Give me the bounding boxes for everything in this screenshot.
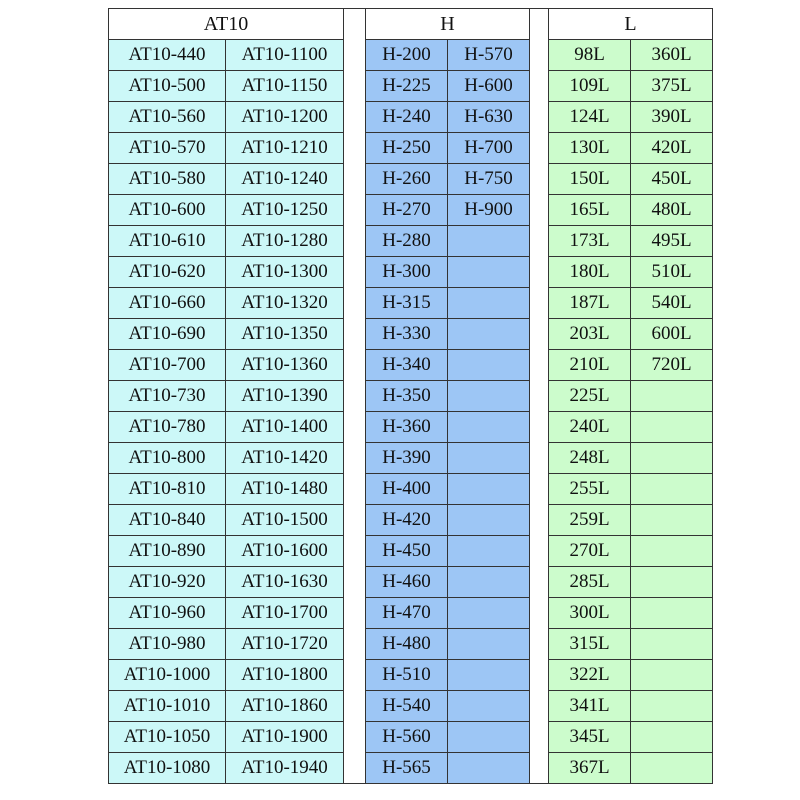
l-table-row: [549, 381, 713, 412]
h-cell: [448, 474, 530, 505]
at10-table-row: [109, 319, 344, 350]
l-body: [549, 40, 713, 784]
l-cell: [631, 660, 713, 691]
l-cell: [631, 629, 713, 660]
l-cell: 375L: [631, 71, 713, 102]
l-table-row: [549, 629, 713, 660]
at10-table-row: [109, 288, 344, 319]
h-cell: H-570: [448, 40, 530, 71]
at10-table-row: [109, 102, 344, 133]
h-cell: [448, 226, 530, 257]
l-cell: 165L: [549, 195, 631, 226]
h-cell: H-750: [448, 164, 530, 195]
l-table-row: [549, 195, 713, 226]
l-cell: 360L: [631, 40, 713, 71]
h-cell: [448, 505, 530, 536]
l-table-row: [549, 536, 713, 567]
h-cell: H-360: [366, 412, 448, 443]
l-table-row: [549, 567, 713, 598]
h-cell: H-280: [366, 226, 448, 257]
l-table-row: [549, 691, 713, 722]
h-table-row: [366, 133, 530, 164]
at10-cell: AT10-1210: [226, 133, 344, 164]
l-table-row: [549, 40, 713, 71]
h-cell: H-510: [366, 660, 448, 691]
l-table-row: [549, 412, 713, 443]
at10-cell: AT10-1500: [226, 505, 344, 536]
at10-table-row: [109, 722, 344, 753]
h-table-row: [366, 350, 530, 381]
l-cell: 225L: [549, 381, 631, 412]
l-cell: 150L: [549, 164, 631, 195]
h-table-row: [366, 474, 530, 505]
h-table-row: [366, 102, 530, 133]
l-cell: [631, 753, 713, 784]
l-cell: 259L: [549, 505, 631, 536]
at10-table-row: [109, 753, 344, 784]
l-cell: 109L: [549, 71, 631, 102]
l-header: L: [549, 9, 713, 40]
at10-cell: AT10-780: [109, 412, 226, 443]
at10-table-row: [109, 381, 344, 412]
at10-cell: AT10-1900: [226, 722, 344, 753]
l-cell: 180L: [549, 257, 631, 288]
h-cell: [448, 753, 530, 784]
l-table-row: [549, 598, 713, 629]
at10-table-row: [109, 226, 344, 257]
at10-cell: AT10-1360: [226, 350, 344, 381]
h-table-row: [366, 40, 530, 71]
h-body: [366, 40, 530, 784]
l-cell: [631, 412, 713, 443]
at10-table-row: [109, 133, 344, 164]
h-table-row: [366, 660, 530, 691]
at10-table-row: [109, 691, 344, 722]
at10-table-row: [109, 629, 344, 660]
at10-table: [108, 8, 344, 784]
h-cell: H-400: [366, 474, 448, 505]
column-gap-1: [343, 8, 365, 784]
at10-cell: AT10-690: [109, 319, 226, 350]
l-table-row: [549, 443, 713, 474]
h-table: [365, 8, 530, 784]
at10-cell: AT10-580: [109, 164, 226, 195]
at10-table-row: [109, 257, 344, 288]
at10-cell: AT10-840: [109, 505, 226, 536]
l-table-row: [549, 722, 713, 753]
h-cell: H-560: [366, 722, 448, 753]
h-cell: [448, 319, 530, 350]
at10-cell: AT10-1600: [226, 536, 344, 567]
h-cell: H-225: [366, 71, 448, 102]
h-table-row: [366, 288, 530, 319]
l-table-row: [549, 350, 713, 381]
l-cell: [631, 691, 713, 722]
at10-cell: AT10-610: [109, 226, 226, 257]
h-table-row: [366, 412, 530, 443]
l-cell: 124L: [549, 102, 631, 133]
l-table-row: [549, 102, 713, 133]
l-cell: 390L: [631, 102, 713, 133]
h-header: H: [366, 9, 530, 40]
h-cell: [448, 443, 530, 474]
h-table-row: [366, 722, 530, 753]
l-cell: 98L: [549, 40, 631, 71]
h-table-row: [366, 226, 530, 257]
h-cell: [448, 598, 530, 629]
h-cell: H-340: [366, 350, 448, 381]
h-cell: H-460: [366, 567, 448, 598]
h-cell: H-700: [448, 133, 530, 164]
h-cell: H-630: [448, 102, 530, 133]
h-cell: [448, 350, 530, 381]
l-table-row: [549, 257, 713, 288]
at10-cell: AT10-920: [109, 567, 226, 598]
h-cell: H-900: [448, 195, 530, 226]
h-table-row: [366, 598, 530, 629]
l-cell: 203L: [549, 319, 631, 350]
h-table-row: [366, 629, 530, 660]
h-cell: H-270: [366, 195, 448, 226]
h-cell: H-470: [366, 598, 448, 629]
at10-cell: AT10-560: [109, 102, 226, 133]
l-table-row: [549, 474, 713, 505]
at10-table-row: [109, 412, 344, 443]
at10-table-row: [109, 195, 344, 226]
at10-cell: AT10-1010: [109, 691, 226, 722]
l-cell: 600L: [631, 319, 713, 350]
at10-table-row: [109, 567, 344, 598]
h-cell: H-450: [366, 536, 448, 567]
at10-cell: AT10-1720: [226, 629, 344, 660]
at10-cell: AT10-1050: [109, 722, 226, 753]
l-cell: 345L: [549, 722, 631, 753]
at10-cell: AT10-1280: [226, 226, 344, 257]
at10-cell: AT10-1390: [226, 381, 344, 412]
at10-header: AT10: [109, 9, 344, 40]
at10-table-row: [109, 71, 344, 102]
h-cell: [448, 660, 530, 691]
h-cell: [448, 536, 530, 567]
l-cell: 240L: [549, 412, 631, 443]
l-cell: 130L: [549, 133, 631, 164]
at10-cell: AT10-570: [109, 133, 226, 164]
h-table-row: [366, 443, 530, 474]
at10-body: [109, 40, 344, 784]
l-table-row: [549, 660, 713, 691]
at10-cell: AT10-1150: [226, 71, 344, 102]
h-table-row: [366, 536, 530, 567]
l-cell: 480L: [631, 195, 713, 226]
h-cell: [448, 629, 530, 660]
h-cell: [448, 257, 530, 288]
at10-cell: AT10-1250: [226, 195, 344, 226]
h-table-row: [366, 567, 530, 598]
l-cell: [631, 722, 713, 753]
h-cell: H-480: [366, 629, 448, 660]
h-cell: H-315: [366, 288, 448, 319]
at10-table-row: [109, 505, 344, 536]
l-cell: 187L: [549, 288, 631, 319]
at10-cell: AT10-620: [109, 257, 226, 288]
l-table-row: [549, 226, 713, 257]
at10-cell: AT10-1100: [226, 40, 344, 71]
l-cell: 367L: [549, 753, 631, 784]
h-cell: H-260: [366, 164, 448, 195]
at10-cell: AT10-730: [109, 381, 226, 412]
column-gap-2: [528, 8, 550, 784]
h-cell: [448, 381, 530, 412]
l-cell: 315L: [549, 629, 631, 660]
h-cell: H-600: [448, 71, 530, 102]
at10-cell: AT10-1480: [226, 474, 344, 505]
h-table-row: [366, 164, 530, 195]
l-cell: 420L: [631, 133, 713, 164]
h-cell: [448, 412, 530, 443]
at10-table-row: [109, 474, 344, 505]
l-cell: 341L: [549, 691, 631, 722]
at10-table-row: [109, 350, 344, 381]
at10-cell: AT10-1300: [226, 257, 344, 288]
at10-cell: AT10-700: [109, 350, 226, 381]
at10-cell: AT10-660: [109, 288, 226, 319]
at10-cell: AT10-1800: [226, 660, 344, 691]
at10-cell: AT10-1200: [226, 102, 344, 133]
at10-cell: AT10-600: [109, 195, 226, 226]
at10-cell: AT10-810: [109, 474, 226, 505]
at10-table-row: [109, 660, 344, 691]
at10-table-row: [109, 164, 344, 195]
l-cell: 720L: [631, 350, 713, 381]
l-cell: 322L: [549, 660, 631, 691]
at10-cell: AT10-960: [109, 598, 226, 629]
h-cell: H-200: [366, 40, 448, 71]
h-cell: [448, 722, 530, 753]
h-cell: [448, 691, 530, 722]
l-cell: 210L: [549, 350, 631, 381]
at10-cell: AT10-1630: [226, 567, 344, 598]
at10-cell: AT10-1350: [226, 319, 344, 350]
at10-table-row: [109, 443, 344, 474]
at10-cell: AT10-1700: [226, 598, 344, 629]
l-table-row: [549, 133, 713, 164]
l-cell: [631, 536, 713, 567]
l-cell: 540L: [631, 288, 713, 319]
at10-table-row: [109, 40, 344, 71]
l-cell: 285L: [549, 567, 631, 598]
l-cell: 495L: [631, 226, 713, 257]
l-cell: [631, 505, 713, 536]
l-table-row: [549, 753, 713, 784]
l-cell: 248L: [549, 443, 631, 474]
l-cell: 510L: [631, 257, 713, 288]
h-cell: H-240: [366, 102, 448, 133]
l-table-row: [549, 288, 713, 319]
h-cell: H-420: [366, 505, 448, 536]
l-table-row: [549, 71, 713, 102]
at10-cell: AT10-1400: [226, 412, 344, 443]
h-cell: H-250: [366, 133, 448, 164]
l-table: [548, 8, 713, 784]
l-table-row: [549, 319, 713, 350]
at10-cell: AT10-1860: [226, 691, 344, 722]
at10-cell: AT10-800: [109, 443, 226, 474]
at10-table-row: [109, 536, 344, 567]
at10-cell: AT10-890: [109, 536, 226, 567]
l-cell: 255L: [549, 474, 631, 505]
l-cell: 450L: [631, 164, 713, 195]
h-table-row: [366, 257, 530, 288]
h-table-row: [366, 71, 530, 102]
l-table-row: [549, 164, 713, 195]
h-table-row: [366, 753, 530, 784]
h-cell: H-350: [366, 381, 448, 412]
at10-cell: AT10-1240: [226, 164, 344, 195]
l-cell: [631, 443, 713, 474]
at10-cell: AT10-500: [109, 71, 226, 102]
at10-table-row: [109, 598, 344, 629]
l-cell: [631, 474, 713, 505]
at10-cell: AT10-1420: [226, 443, 344, 474]
at10-cell: AT10-980: [109, 629, 226, 660]
h-cell: H-300: [366, 257, 448, 288]
l-table-row: [549, 505, 713, 536]
h-table-row: [366, 691, 530, 722]
h-cell: H-540: [366, 691, 448, 722]
h-table-row: [366, 505, 530, 536]
h-cell: [448, 288, 530, 319]
at10-cell: AT10-440: [109, 40, 226, 71]
l-cell: 300L: [549, 598, 631, 629]
l-cell: 173L: [549, 226, 631, 257]
at10-cell: AT10-1320: [226, 288, 344, 319]
h-cell: [448, 567, 530, 598]
h-table-row: [366, 381, 530, 412]
at10-cell: AT10-1000: [109, 660, 226, 691]
h-table-row: [366, 319, 530, 350]
l-cell: [631, 381, 713, 412]
l-cell: 270L: [549, 536, 631, 567]
h-cell: H-565: [366, 753, 448, 784]
h-cell: H-330: [366, 319, 448, 350]
at10-cell: AT10-1940: [226, 753, 344, 784]
l-cell: [631, 567, 713, 598]
at10-cell: AT10-1080: [109, 753, 226, 784]
l-cell: [631, 598, 713, 629]
h-cell: H-390: [366, 443, 448, 474]
h-table-row: [366, 195, 530, 226]
